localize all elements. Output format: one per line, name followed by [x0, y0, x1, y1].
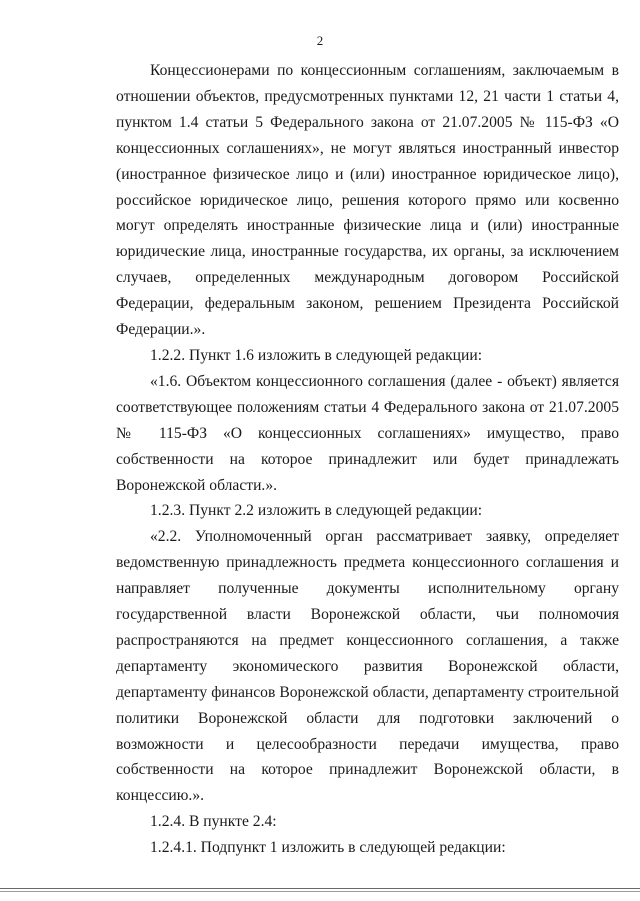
paragraph-concessionaires-restriction: Концессионерами по концессионным соглашениям, заключаемым в отношении объектов, предусмотренных пунктами 12, 21 части 1 статьи 4, пунктом 1.4 статьи 5 Федерального закона от 21.07.2005 № 115-ФЗ «О концессионных соглашениях», не могут являться иностранный инвестор (иностранное физическое лицо и (или) иностранное юридическое лицо), российское юридическое лицо, решения которого прямо или косвенно могут определять иностранные физические лица и (или) иностранные юридические лица, иностранные государства, их органы, за исключением случаев, определенных международным договором Российской Федерации, федеральным законом, решением Президента Российской Федерации.».: [116, 62, 619, 339]
paragraph-clause-1-6: «1.6. Объектом концессионного соглашения (далее - объект) является соответствующее положениям статьи 4 Федерального закона от 21.07.2005 № 115-ФЗ «О концессионных соглашениях» имущество, право собственности на которое принадлежит или будет принадлежать Воронежской области.».: [116, 372, 619, 494]
scan-edge-line: [0, 888, 640, 889]
scan-edge-line-lower: [0, 891, 640, 892]
paragraph-item-1-2-4: 1.2.4. В пункте 2.4:: [150, 813, 277, 831]
paragraph-item-1-2-4-1: 1.2.4.1. Подпункт 1 изложить в следующей редакции:: [150, 839, 506, 857]
paragraph-item-1-2-3: 1.2.3. Пункт 2.2 изложить в следующей редакции:: [150, 502, 483, 520]
paragraph-clause-2-2: «2.2. Уполномоченный орган рассматривает заявку, определяет ведомственную принадлежность предмета концессионного соглашения и направляет полученные документы исполнительному органу государственной власти Воронежской области, чьи полномочия распространяются на предмет концессионного соглашения, а также департаменту экономического развития Воронежской области, департаменту финансов Воронежской области, департаменту строительной политики Воронежской области для подготовки заключений о возможности и целесообразности передачи имущества, право собственности на которое принадлежит Воронежской области, в концессию.».: [116, 528, 619, 805]
paragraph-item-1-2-2: 1.2.2. Пункт 1.6 изложить в следующей редакции:: [150, 346, 483, 364]
page-number: 2: [316, 33, 324, 48]
document-body: [116, 58, 619, 861]
